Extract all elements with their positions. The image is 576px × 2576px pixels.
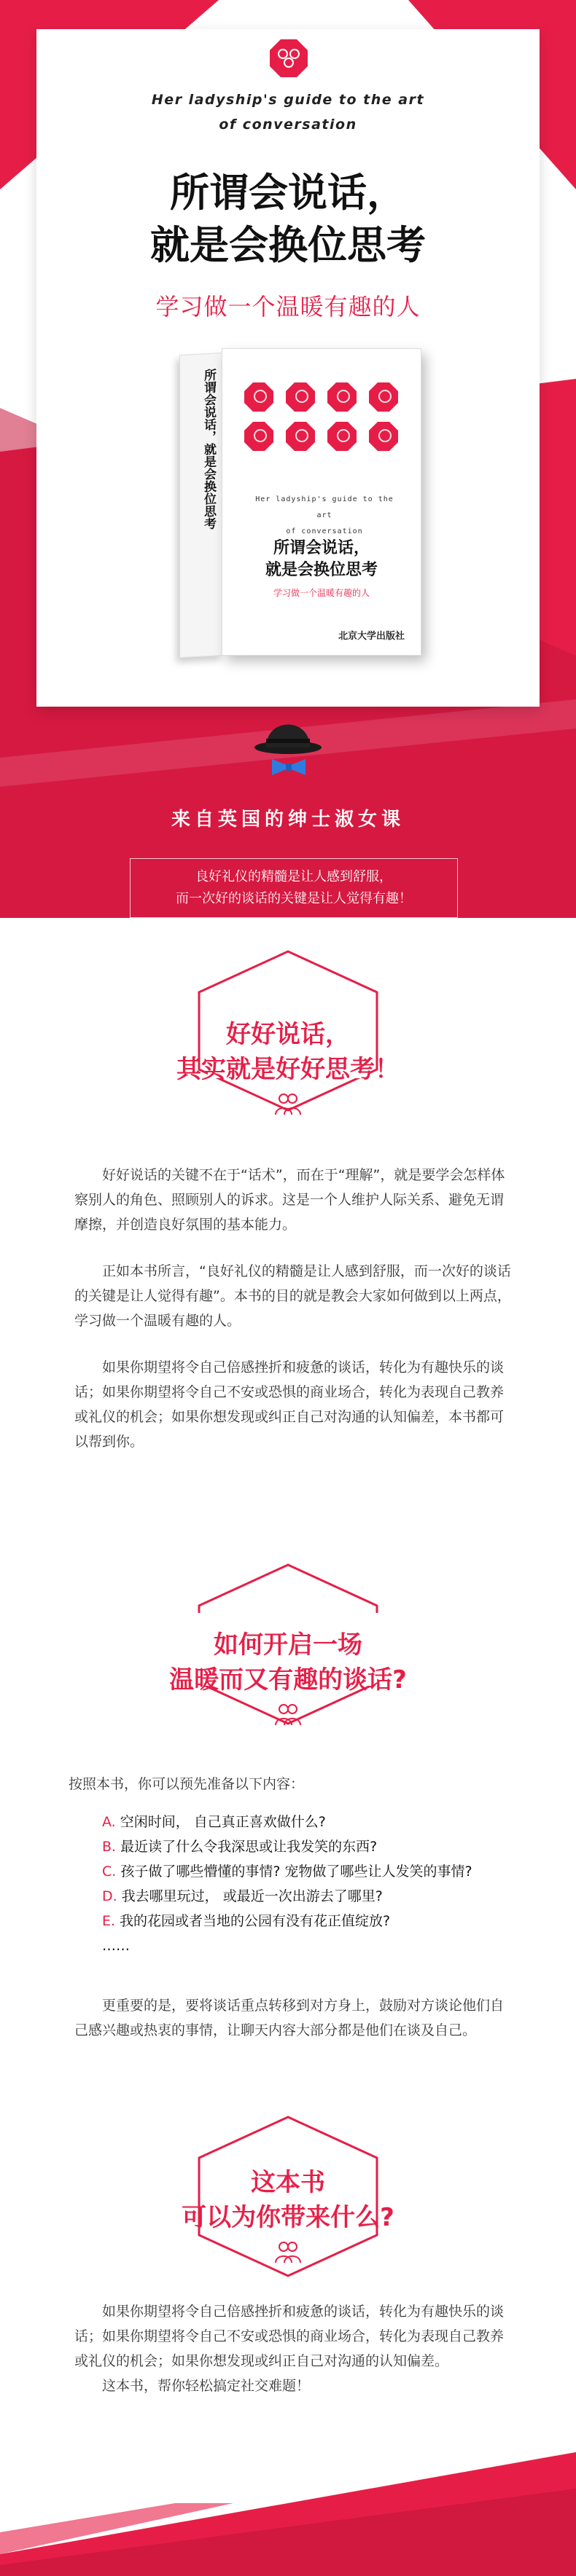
cover-title: [237, 537, 406, 581]
cover-english-line2: of conversation: [286, 527, 363, 535]
cover-hex-icon: [369, 382, 398, 412]
spine-title: 所谓会说话，就是会换位思考: [201, 368, 216, 530]
question-letter: B.: [102, 1839, 117, 1855]
cover-publisher: 北京大学出版社: [338, 631, 405, 642]
section3-closing: 这本书，帮你轻松搞定社交难题！: [102, 2378, 311, 2394]
question-letter: E.: [102, 1913, 116, 1929]
section1-heading-line1: 好好说话，: [226, 1020, 350, 1049]
cover-hex-icon: [286, 422, 315, 451]
cover-tagline: 学习做一个温暖有趣的人: [273, 588, 370, 598]
question-item: [102, 1859, 512, 1884]
cover-title-line1: 所谓会说话，: [273, 538, 370, 557]
bowler-hat-icon: [253, 707, 323, 755]
section2-intro: 按照本书，你可以预先准备以下内容：: [69, 1776, 305, 1792]
section1-paragraph: 如果你期望将令自己倍感挫折和疲惫的谈话，转化为有趣快乐的谈话；如果你期望将令自己不安或恐惧的商业场合，转化为表现自己教养或礼仪的机会；如果你想发现或纠正自己对沟通的认知偏差，本书都可以帮到你。: [74, 1359, 505, 1450]
section3-heading-line1: 这本书: [251, 2168, 325, 2197]
book-spine: [179, 353, 223, 658]
question-text: 空闲时间， 自己真正喜欢做什么?: [120, 1814, 326, 1830]
section3-body: [74, 2299, 512, 2420]
cover-hex-icon: [327, 382, 357, 412]
cover-hex-icon: [244, 382, 273, 412]
cover-title-line2: 就是会换位思考: [265, 560, 378, 579]
section2-closing: 更重要的是，要将谈话重点转移到对方身上，鼓励对方谈论他们自己感兴趣或热衷的事情，让聊天内容大部分都是他们在谈及自己。: [74, 1998, 505, 2038]
english-subtitle-line1: Her ladyship's guide to the art: [151, 92, 425, 108]
section3-paragraph: 如果你期望将令自己倍感挫折和疲惫的谈话，转化为有趣快乐的谈话；如果你期望将令自己不安或恐惧的商业场合，转化为表现自己教养或礼仪的机会；如果你想发现或纠正自己对沟通的认知偏差。: [74, 2304, 505, 2369]
book-title-line2: 就是会换位思考: [150, 221, 426, 268]
cover-icon-grid: [244, 382, 399, 451]
hero-quote-box: [130, 858, 458, 918]
question-text: 我的花园或者当地的公园有没有花正值绽放?: [120, 1913, 391, 1929]
section1-paragraph: 好好说话的关键不在于“话术”，而在于“理解”，就是要学会怎样体察别人的角色、照顾别人的诉求。这是一个人维护人际关系、避免无谓摩擦，并创造良好氛围的基本能力。: [74, 1167, 505, 1233]
bottom-decoration: [0, 2408, 576, 2576]
section1-heading-line2: 其实就是好好思考！: [176, 1055, 400, 1084]
hero-quote-line2: 而一次好的谈话的关键是让人觉得有趣！: [176, 891, 412, 906]
question-ellipsis: ……: [102, 1938, 130, 1954]
question-text: 我去哪里玩过， 或最近一次出游去了哪里?: [121, 1888, 383, 1904]
cover-english-subtitle: [252, 492, 397, 540]
section2-body: [69, 1772, 512, 2065]
hero-quote-line1: 良好礼仪的精髓是让人感到舒服，: [195, 869, 392, 884]
brand-logo-icon: [268, 38, 309, 79]
section3-heading: [0, 2165, 576, 2235]
question-item: [102, 1834, 512, 1859]
cover-hex-icon: [369, 422, 398, 451]
english-subtitle-line2: of conversation: [219, 117, 357, 133]
section1-heading: [0, 1017, 576, 1087]
people-icon: [273, 2238, 303, 2267]
hero-heading: 来自英国的绅士淑女课: [171, 809, 405, 830]
question-item: [102, 1909, 512, 1933]
cover-hex-icon: [286, 382, 315, 412]
book-title-line1: 所谓会说话，: [170, 169, 406, 216]
book-image: [179, 348, 420, 654]
cover-hex-icon: [327, 422, 357, 451]
people-icon: [273, 1700, 303, 1729]
question-text: 孩子做了哪些懵懂的事情? 宠物做了哪些让人发笑的事情?: [120, 1864, 472, 1880]
question-text: 最近读了什么令我深思或让我发笑的东西?: [120, 1839, 378, 1855]
section1-heading-block: [0, 947, 576, 1115]
cover-english-line1: Her ladyship's guide to the art: [255, 495, 394, 519]
book-title: [0, 166, 576, 271]
bow-tie-icon: [272, 759, 305, 775]
section2-heading-block: [0, 1560, 576, 1728]
question-letter: A.: [102, 1814, 116, 1830]
question-list: [74, 1810, 512, 1958]
section3-heading-line2: 可以为你带来什么?: [182, 2203, 394, 2232]
book-cover: [222, 348, 421, 656]
section2-heading-line1: 如何开启一场: [214, 1630, 362, 1660]
people-icon: [273, 1090, 303, 1119]
cover-hex-icon: [244, 422, 273, 451]
question-letter: C.: [102, 1864, 117, 1880]
question-item: [102, 1884, 512, 1909]
english-subtitle: [0, 87, 576, 137]
question-item: [102, 1810, 512, 1834]
book-tagline: 学习做一个温暖有趣的人: [155, 293, 421, 321]
section2-heading: [0, 1627, 576, 1697]
section1-body: [74, 1163, 512, 1476]
question-letter: D.: [102, 1888, 117, 1904]
section3-heading-block: [0, 2113, 576, 2280]
section1-paragraph: 正如本书所言，“良好礼仪的精髓是让人感到舒服，而一次好的谈话的关键是让人觉得有趣”。本书的目的就是教会大家如何做到以上两点，学习做一个温暖有趣的人。: [74, 1263, 511, 1329]
section2-heading-line2: 温暖而又有趣的谈话?: [169, 1665, 407, 1695]
